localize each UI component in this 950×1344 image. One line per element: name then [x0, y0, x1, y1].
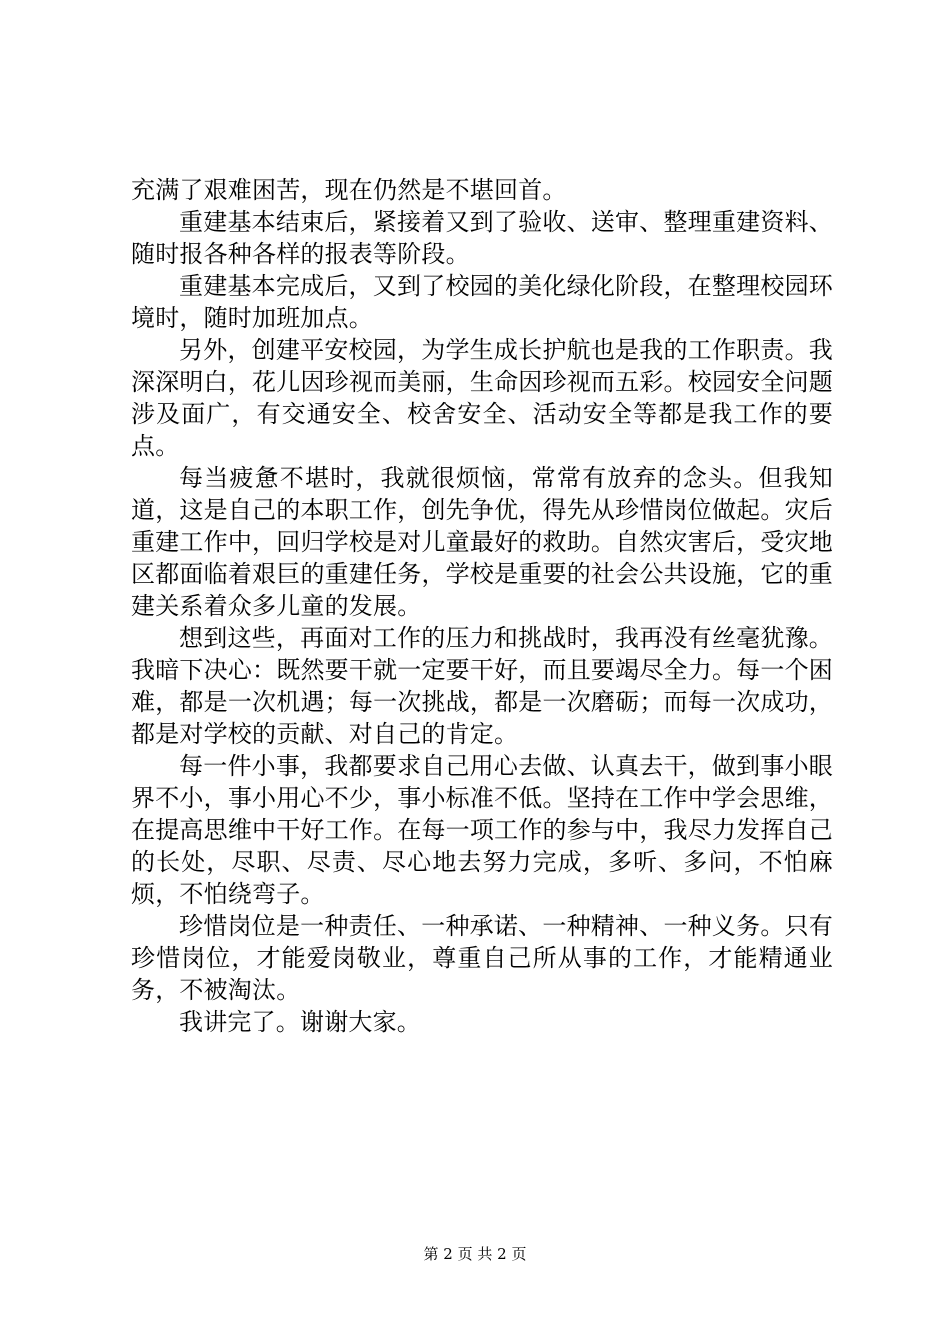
- paragraph: 重建基本结束后，紧接着又到了验收、送审、整理重建资料、随时报各种各样的报表等阶段。: [131, 208, 833, 268]
- paragraph: 每当疲惫不堪时，我就很烦恼，常常有放弃的念头。但我知道，这是自己的本职工作，创先争优，得先从珍惜岗位做起。灾后重建工作中，回归学校是对儿童最好的救助。自然灾害后，受灾地区都面临着艰巨的重建任务，学校是重要的社会公共设施，它的重建关系着众多儿童的发展。: [131, 464, 833, 620]
- paragraph-continuation: 充满了艰难困苦，现在仍然是不堪回首。: [131, 176, 567, 204]
- paragraph-closing: 我讲完了。谢谢大家。: [179, 1008, 421, 1036]
- paragraph: 重建基本完成后，又到了校园的美化绿化阶段，在整理校园环境时，随时加班加点。: [131, 272, 833, 332]
- document-body: [131, 174, 833, 1038]
- paragraph: 珍惜岗位是一种责任、一种承诺、一种精神、一种义务。只有珍惜岗位，才能爱岗敬业，尊重自己所从事的工作，才能精通业务，不被淘汰。: [131, 912, 833, 1004]
- paragraph: 另外，创建平安校园，为学生成长护航也是我的工作职责。我深深明白，花儿因珍视而美丽，生命因珍视而五彩。校园安全问题涉及面广，有交通安全、校舍安全、活动安全等都是我工作的要点。: [131, 336, 833, 460]
- paragraph: 想到这些，再面对工作的压力和挑战时，我再没有丝毫犹豫。我暗下决心：既然要干就一定要干好，而且要竭尽全力。每一个困难，都是一次机遇；每一次挑战，都是一次磨砺；而每一次成功，都是对学校的贡献、对自己的肯定。: [131, 624, 833, 748]
- page-number-footer: 第 2 页 共 2 页: [423, 1245, 527, 1263]
- paragraph: 每一件小事，我都要求自己用心去做、认真去干，做到事小眼界不小，事小用心不少，事小标准不低。坚持在工作中学会思维，在提高思维中干好工作。在每一项工作的参与中，我尽力发挥自己的长处，尽职、尽责、尽心地去努力完成，多听、多问，不怕麻烦，不怕绕弯子。: [131, 752, 833, 908]
